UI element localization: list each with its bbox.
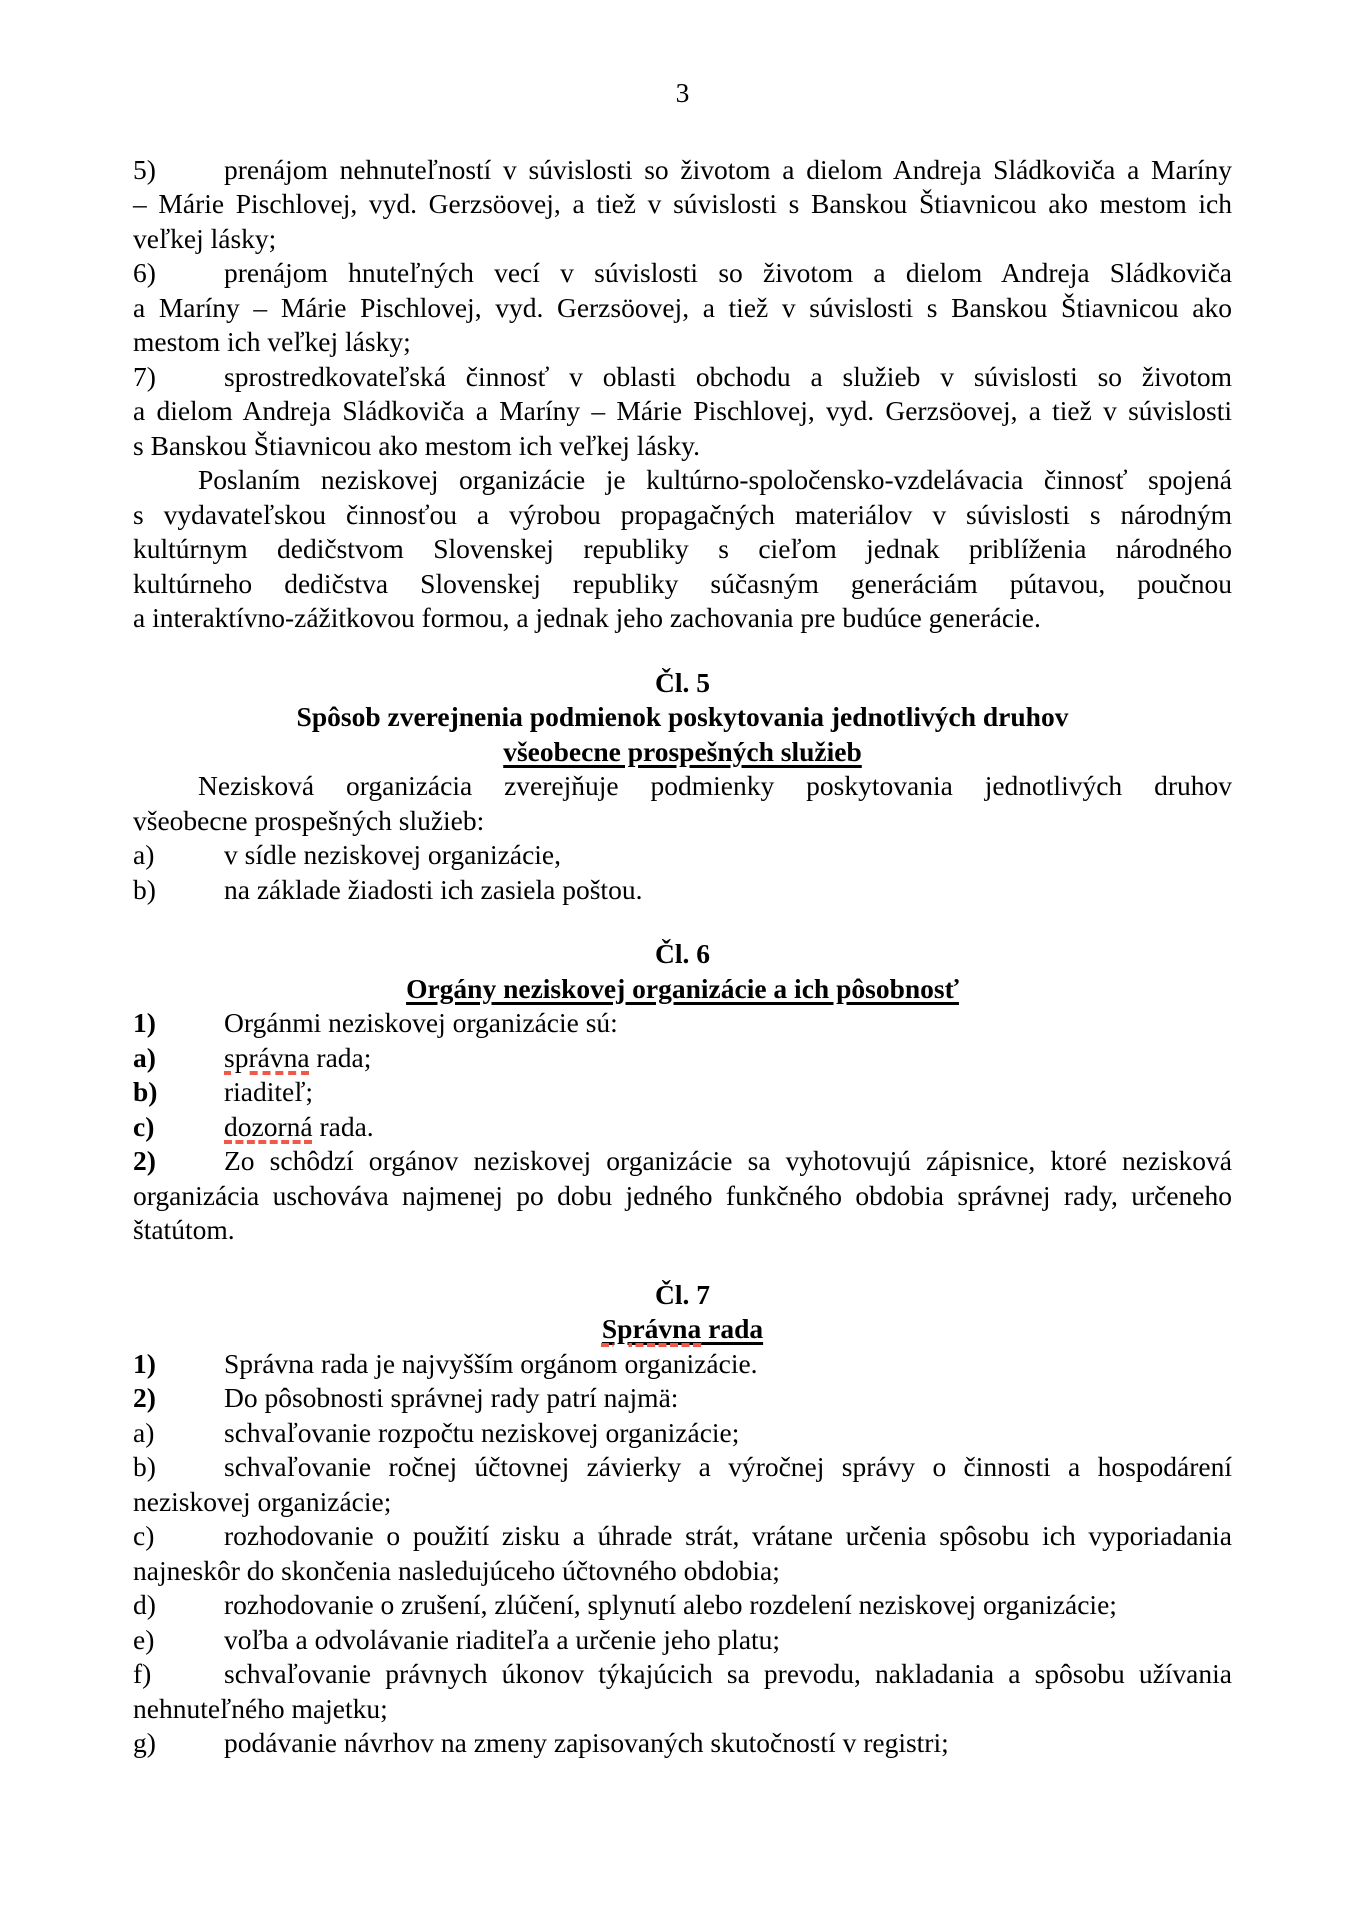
list-marker: c) <box>133 1110 155 1142</box>
list-marker: 2) <box>133 1145 156 1176</box>
list-marker: b) <box>133 1076 158 1107</box>
spellcheck-flagged-word: dozorná <box>224 1110 313 1142</box>
list-item-line: a) správna rada; <box>133 1041 1232 1076</box>
text-line: najneskôr do skončenia nasledujúceho účtovného obdobia; <box>133 1554 780 1586</box>
list-item-line: 1) Orgánmi neziskovej organizácie sú: <box>133 1006 1232 1041</box>
list-item-line: a) v sídle neziskovej organizácie, <box>133 838 1232 873</box>
heading-line: Spôsob zverejnenia podmienok poskytovania jednotlivých druhov <box>296 701 1069 732</box>
underlined-heading-text: Orgány neziskovej organizácie a ich pôsobnosť <box>406 972 959 1004</box>
list-item-line: c) rozhodovanie o použití zisku a úhrade strát, vrátane určenia spôsobu ich vyporiadania <box>133 1519 1232 1554</box>
underlined-heading-text: všeobecne prospešných služieb <box>503 735 862 767</box>
text-line: neziskovej organizácie; <box>133 1485 392 1517</box>
list-item-line: 6) prenájom hnuteľných vecí v súvislosti so životom a dielom Andreja Sládkoviča <box>133 256 1232 291</box>
list-marker: 2) <box>133 1382 156 1413</box>
list-item-line: e) voľba a odvolávanie riaditeľa a určenie jeho platu; <box>133 1623 1232 1658</box>
list-marker: a) <box>133 1416 155 1448</box>
heading-line: Čl. 7 <box>655 1278 710 1310</box>
list-item-line: b) schvaľovanie ročnej účtovnej závierky a výročnej správy o činnosti a hospodárení <box>133 1450 1232 1485</box>
list-item-line: d) rozhodovanie o zrušení, zlúčení, splynutí alebo rozdelení neziskovej organizácie; <box>133 1588 1232 1623</box>
list-item-line: b) na základe žiadosti ich zasiela poštou. <box>133 873 1232 908</box>
list-item-line: f) schvaľovanie právnych úkonov týkajúcich sa prevodu, nakladania a spôsobu užívania <box>133 1657 1232 1692</box>
heading-line <box>133 735 1232 770</box>
list-marker: a) <box>133 1041 156 1073</box>
list-item-line: 1) Správna rada je najvyšším orgánom organizácie. <box>133 1347 1232 1382</box>
list-marker: 1) <box>133 1007 156 1038</box>
text-line: Nezisková organizácia zverejňuje podmienky poskytovania jednotlivých druhov <box>198 770 1232 801</box>
list-marker: b) <box>133 1451 156 1482</box>
text-line: kultúrnym dedičstvom Slovenskej republiky s cieľom jednak priblíženia národného <box>133 533 1232 564</box>
list-marker: 6) <box>133 257 156 288</box>
text-line: a dielom Andreja Sládkoviča a Maríny – Márie Pischlovej, vyd. Gerzsöovej, a tiež v súvislosti <box>133 395 1232 426</box>
heading-line: Čl. 6 <box>655 938 710 969</box>
list-marker: e) <box>133 1623 155 1655</box>
text-line: nehnuteľného majetku; <box>133 1692 388 1724</box>
text-line: a Maríny – Márie Pischlovej, vyd. Gerzsöovej, a tiež v súvislosti s Banskou Štiavnicou ako <box>133 291 1232 323</box>
list-marker: a) <box>133 839 155 870</box>
list-item-line: 2) Do pôsobnosti správnej rady patrí najmä: <box>133 1381 1232 1416</box>
text-line: kultúrneho dedičstva Slovenskej republiky súčasným generáciám pútavou, poučnou <box>133 567 1232 599</box>
spellcheck-flagged-word: správna <box>224 1041 310 1073</box>
list-item-line: c) dozorná rada. <box>133 1110 1232 1145</box>
list-marker: g) <box>133 1727 156 1758</box>
text-line: – Márie Pischlovej, vyd. Gerzsöovej, a tiež v súvislosti s Banskou Štiavnicou ako mestom ich <box>133 188 1232 219</box>
underlined-heading-text: Správna rada <box>601 1313 764 1344</box>
list-item-line: 7) sprostredkovateľská činnosť v oblasti obchodu a služieb v súvislosti so životom <box>133 360 1232 395</box>
list-item-line: a) schvaľovanie rozpočtu neziskovej organizácie; <box>133 1416 1232 1451</box>
text-line: s Banskou Štiavnicou ako mestom ich veľkej lásky. <box>133 429 700 461</box>
text-line: Poslaním neziskovej organizácie je kultúrno-spoločensko-vzdelávacia činnosť spojená <box>198 464 1232 495</box>
text-line: s vydavateľskou činnosťou a výrobou propagačných materiálov v súvislosti s národným <box>133 498 1232 530</box>
list-marker: c) <box>133 1520 155 1551</box>
text-line: štatútom. <box>133 1214 235 1245</box>
heading-line <box>133 972 1232 1007</box>
list-marker: d) <box>133 1589 156 1620</box>
list-marker: b) <box>133 873 156 905</box>
list-item-line: b) riaditeľ; <box>133 1075 1232 1110</box>
list-marker: 5) <box>133 153 156 185</box>
document-body <box>133 153 1232 1761</box>
list-item-line: g) podávanie návrhov na zmeny zapisovaných skutočností v registri; <box>133 1726 1232 1761</box>
page-number: 3 <box>675 77 690 108</box>
spellcheck-flagged-word: Správna <box>601 1313 702 1344</box>
list-marker: 7) <box>133 360 156 392</box>
text-line: organizácia uschováva najmenej po dobu jedného funkčného obdobia správnej rady, určeneho <box>133 1179 1232 1211</box>
list-item-line: 2) Zo schôdzí orgánov neziskovej organizácie sa vyhotovujú zápisnice, ktoré nezisková <box>133 1144 1232 1179</box>
text-line: veľkej lásky; <box>133 222 277 254</box>
heading-line <box>133 1312 1232 1347</box>
list-item-line: 5) prenájom nehnuteľností v súvislosti so životom a dielom Andreja Sládkoviča a Maríny <box>133 153 1232 188</box>
list-marker: 1) <box>133 1347 156 1379</box>
text-line: všeobecne prospešných služieb: <box>133 804 485 836</box>
heading-line: Čl. 5 <box>655 666 710 698</box>
list-marker: f) <box>133 1658 152 1689</box>
text-line: mestom ich veľkej lásky; <box>133 326 411 357</box>
text-line: a interaktívno-zážitkovou formou, a jednak jeho zachovania pre budúce generácie. <box>133 602 1041 633</box>
